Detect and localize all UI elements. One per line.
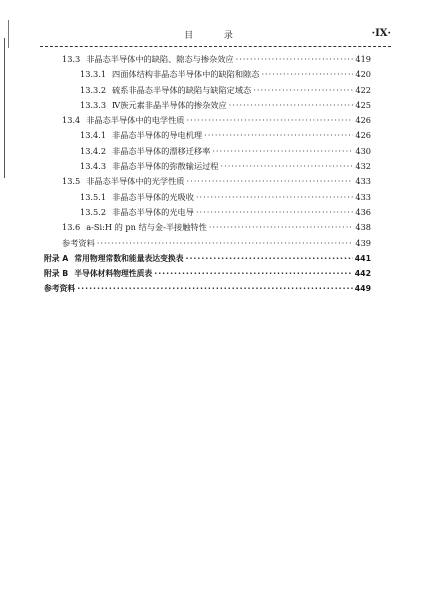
toc-number: 13.3.3: [80, 99, 107, 110]
toc-leader: [253, 85, 353, 95]
toc-leader: [154, 269, 352, 278]
toc-title: 非晶态半导体的光吸收: [112, 191, 194, 202]
toc-page: 420: [355, 69, 371, 80]
toc-number: 附录 B: [44, 269, 69, 279]
toc-title: 非晶态半导体中的电学性质: [86, 115, 185, 126]
toc-leader: [97, 238, 354, 248]
header-rule: [40, 46, 391, 47]
toc-number: 附录 A: [44, 253, 69, 263]
toc-number: 13.5.2: [80, 206, 107, 217]
toc-entry-appendix-b: [44, 268, 371, 283]
toc-title: 非晶态半导体的漂移迁移率: [112, 145, 211, 156]
toc-title: 非晶态半导体的光电导: [112, 206, 194, 217]
toc-number: 13.4.3: [80, 161, 107, 172]
toc-entry-13-3-3: [44, 100, 371, 115]
toc-entry-13-3-1: [44, 69, 371, 84]
toc-page: 433: [355, 191, 371, 202]
toc-page: 449: [354, 284, 371, 294]
toc-entry-13-5-2: [44, 207, 371, 222]
toc-number: 13.3.2: [80, 84, 107, 95]
toc-title: 非晶态半导体的导电机理: [112, 130, 203, 141]
toc-title: 非晶态半导体中的缺陷、隙态与掺杂效应: [86, 54, 234, 64]
toc-leader: [204, 130, 353, 140]
toc-entry-13-6: [44, 222, 371, 237]
toc-entry-references-final: [44, 283, 371, 298]
toc-leader: [186, 254, 353, 263]
toc-page: 441: [354, 253, 371, 263]
toc-leader: [77, 284, 353, 293]
toc-title: 四面体结构非晶态半导体中的缺陷和隙态: [112, 69, 260, 80]
toc-page: 430: [355, 145, 371, 156]
toc-page: 442: [354, 269, 371, 279]
toc-number: 13.5: [62, 176, 81, 187]
toc-page: 438: [355, 222, 371, 233]
toc-number: 13.6: [62, 222, 81, 233]
header-title: 目 录: [184, 31, 247, 41]
toc-entry-13-5: [44, 176, 371, 191]
toc-page: 439: [355, 237, 371, 248]
toc-number: 13.4: [62, 115, 81, 126]
toc-entry-13-5-1: [44, 192, 371, 207]
toc-page: 436: [355, 206, 371, 217]
toc-leader: [212, 146, 353, 156]
toc-page: 433: [355, 176, 371, 187]
toc-title: 参考资料: [62, 237, 95, 248]
toc-leader: [196, 192, 353, 202]
toc-entry-appendix-a: [44, 253, 371, 268]
toc-entry-13-4-2: [44, 146, 371, 161]
scan-edge-line-upper: [8, 20, 9, 48]
toc-leader: [229, 100, 354, 110]
page-header: [40, 28, 391, 44]
toc-page: 432: [355, 161, 371, 172]
header-page-number: ·IX·: [371, 28, 391, 39]
toc-entry-13-4-3: [44, 161, 371, 176]
toc-leader: [236, 54, 354, 64]
toc-title: 半导体材料物理性质表: [74, 269, 153, 279]
toc-leader: [187, 115, 354, 125]
toc-title: 参考资料: [44, 284, 76, 294]
toc-title: Ⅳ族元素非晶半导体的掺杂效应: [112, 99, 227, 110]
toc-leader: [187, 176, 354, 186]
toc-entry-13-3: [44, 54, 371, 69]
toc-entry-13-3-2: [44, 85, 371, 100]
toc-number: 13.3: [62, 54, 81, 64]
toc-entry-13-4: [44, 115, 371, 130]
toc-page: 426: [355, 130, 371, 141]
toc-page: 426: [355, 115, 371, 126]
scan-edge-line: [4, 38, 5, 178]
toc-page: 419: [355, 54, 371, 64]
toc-number: 13.3.1: [80, 69, 107, 80]
toc-title: 非晶态半导体的弥散输运过程: [112, 161, 219, 172]
toc-leader: [209, 222, 354, 232]
toc-title: a-Si:H 的 pn 结与金-半接触特性: [86, 222, 207, 233]
toc-page: 422: [355, 84, 371, 95]
toc-leader: [221, 161, 354, 171]
toc-number: 13.4.2: [80, 145, 107, 156]
toc-leader: [261, 69, 353, 79]
toc-title: 非晶态半导体中的光学性质: [86, 176, 185, 187]
toc-leader: [196, 207, 353, 217]
toc-page: 425: [355, 99, 371, 110]
toc-entry-references-ch13: [44, 238, 371, 253]
toc-entry-13-4-1: [44, 130, 371, 145]
toc-number: 13.5.1: [80, 191, 107, 202]
toc-title: 硫系非晶态半导体的缺陷与缺陷定域态: [112, 84, 252, 95]
toc-title: 常用物理常数和能量表达变换表: [74, 253, 184, 263]
table-of-contents: [44, 54, 371, 299]
toc-number: 13.4.1: [80, 130, 107, 141]
